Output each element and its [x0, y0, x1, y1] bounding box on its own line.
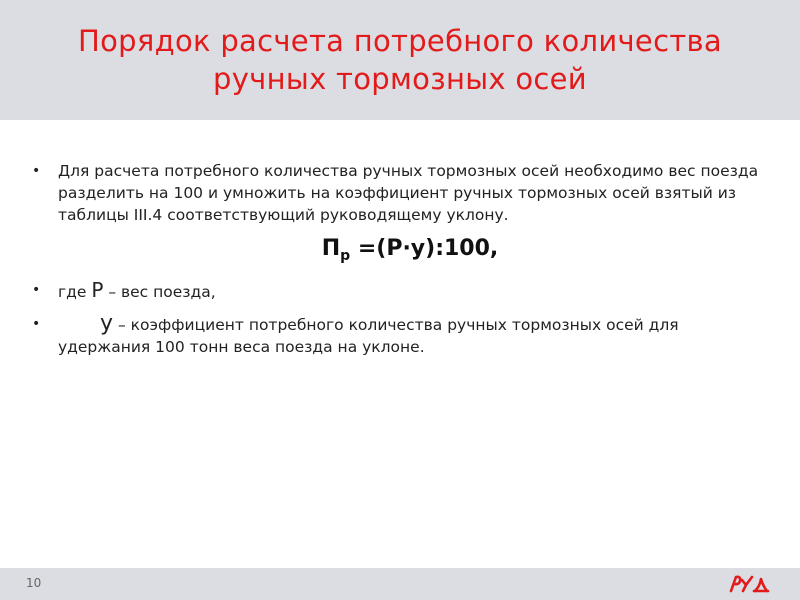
formula-rhs: =(Р·у):100, — [350, 236, 499, 261]
definition-text: – коэффициент потребного количества ручных тормозных осей для удержания 100 тонн веса поезда на уклоне. — [58, 316, 679, 356]
slide-content — [32, 160, 762, 358]
formula — [32, 238, 762, 267]
bullet-marker: • — [32, 163, 41, 179]
definition-symbol: у — [100, 311, 114, 336]
definition-text: – вес поезда, — [103, 283, 216, 301]
rzd-logo-icon — [728, 572, 770, 594]
bullet-marker: • — [32, 316, 41, 332]
slide-title-line-1: Порядок расчета потребного количества — [78, 24, 722, 58]
bullet-item-definition-p — [32, 279, 762, 303]
definition-symbol: Р — [91, 278, 104, 302]
definition-prefix: где — [58, 283, 92, 301]
bullet-item-definition-y — [32, 313, 762, 358]
page-number: 10 — [26, 576, 42, 590]
footer-band — [0, 568, 800, 600]
formula-lhs: П — [321, 236, 341, 261]
bullet-marker: • — [32, 282, 41, 298]
slide-title-line-2: ручных тормозных осей — [213, 62, 587, 96]
bullet-item-intro — [32, 160, 762, 226]
intro-text: Для расчета потребного количества ручных тормозных осей необходимо вес поезда разделить на 100 и умножить на коэффициент ручных тормозных осей взятый из таблицы III.4 соответствующий руководящему уклону. — [58, 162, 759, 224]
slide-title — [0, 22, 800, 98]
formula-lhs-subscript: р — [340, 248, 351, 264]
